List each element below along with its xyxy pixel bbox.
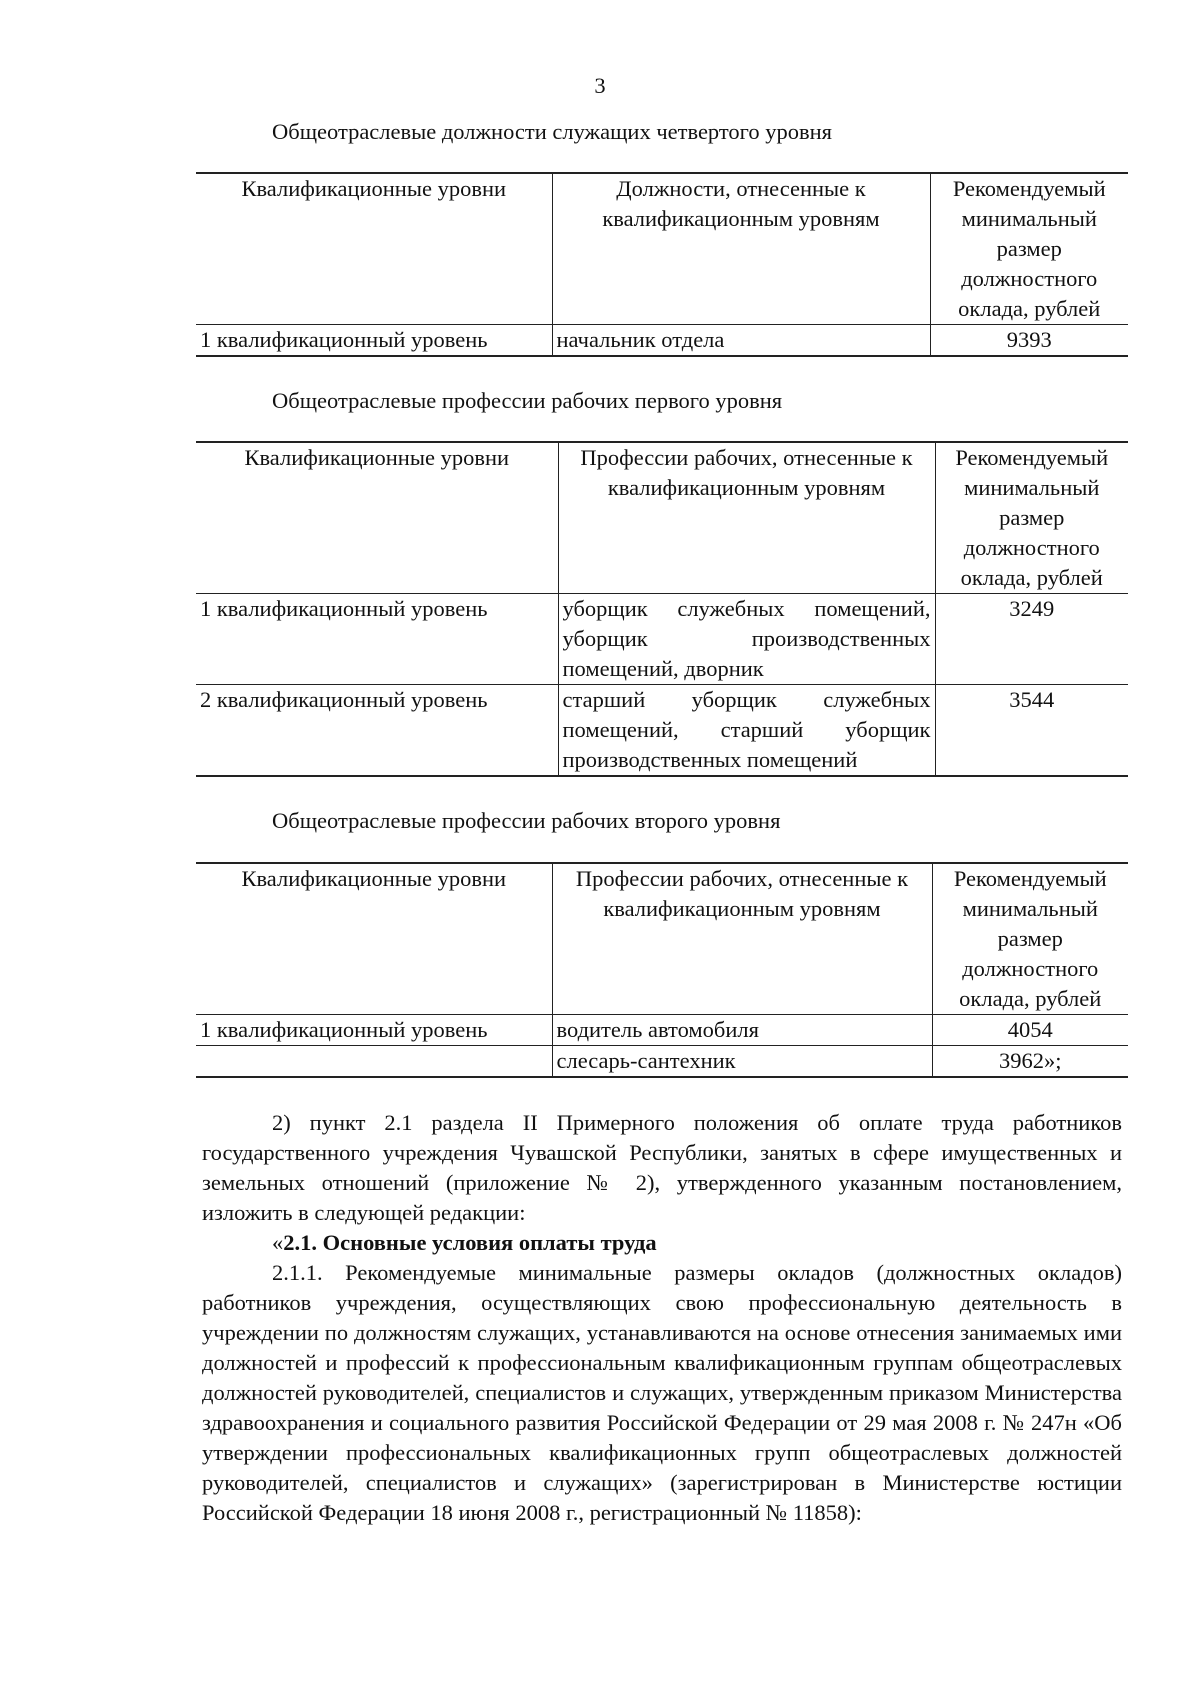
table1-row1-salary: 9393 <box>930 325 1128 357</box>
table2-row2-level: 2 квалификационный уровень <box>196 685 558 777</box>
heading-text: 2.1. Основные условия оплаты труда <box>283 1230 657 1255</box>
table3 <box>196 862 1128 1078</box>
table2-row2-salary: 3544 <box>935 685 1128 777</box>
table2-row1-position: уборщик служебных помещений, уборщик производственных помещений, дворник <box>558 594 935 685</box>
table2-title: Общеотраслевые профессии рабочих первого уровня <box>272 388 783 413</box>
table3-header-salary: Рекомендуемый минимальный размер должностного оклада, рублей <box>932 863 1128 1015</box>
table-row <box>196 325 1128 357</box>
table-row <box>196 1046 1128 1078</box>
table3-row2-level <box>196 1046 552 1078</box>
table2-row1-level: 1 квалификационный уровень <box>196 594 558 685</box>
table-row <box>196 594 1128 685</box>
table3-row1-salary: 4054 <box>932 1015 1128 1046</box>
table2-header-row <box>196 442 1128 594</box>
table1-header-row <box>196 173 1128 325</box>
table2-header-salary: Рекомендуемый минимальный размер должностного оклада, рублей <box>935 442 1128 594</box>
table3-title: Общеотраслевые профессии рабочих второго уровня <box>272 808 781 833</box>
table3-row2-position: слесарь-сантехник <box>552 1046 932 1078</box>
paragraph-2-1-1: 2.1.1. Рекомендуемые минимальные размеры окладов (должностных окладов) работников учреждения, осуществляющих свою профессиональную деятельность в учреждении по должностям служащих, устанавливаются на основе отнесения занимаемых ими должностей и профессий к профессиональным квалификационным группам общеотраслевых должностей руководителей, специалистов и служащих, утвержденным приказом Министерства здравоохранения и социального развития Российской Федерации от 29 мая 2008 г. № 247н «Об утверждении профессиональных квалификационных групп общеотраслевых должностей руководителей, специалистов и служащих» (зарегистрирован в Министерстве юстиции Российской Федерации 18 июня 2008 г., регистрационный № 11858): <box>202 1260 1122 1525</box>
table3-header-row <box>196 863 1128 1015</box>
table3-header-level: Квалификационные уровни <box>196 863 552 1015</box>
table3-row1-position: водитель автомобиля <box>552 1015 932 1046</box>
table1-row1-position: начальник отдела <box>552 325 930 357</box>
page-number: 3 <box>594 73 606 98</box>
table2-header-level: Квалификационные уровни <box>196 442 558 594</box>
table2-row1-salary: 3249 <box>935 594 1128 685</box>
table2-header-position: Профессии рабочих, отнесенные к квалификационным уровням <box>558 442 935 594</box>
table3-row2-salary: 3962»; <box>932 1046 1128 1078</box>
table2 <box>196 441 1128 777</box>
table3-row1-level: 1 квалификационный уровень <box>196 1015 552 1046</box>
section-heading <box>202 1228 1122 1258</box>
paragraph-amendment: 2) пункт 2.1 раздела II Примерного положения об оплате труда работников государственного учреждения Чувашской Республики, занятых в сфере имущественных и земельных отношений (приложение № 2), утвержденного указанным постановлением, изложить в следующей редакции: <box>202 1110 1122 1225</box>
table1 <box>196 172 1128 357</box>
table1-title: Общеотраслевые должности служащих четвертого уровня <box>272 119 832 144</box>
heading-quote: « <box>272 1230 284 1255</box>
body-text <box>202 1108 1122 1528</box>
table1-header-salary: Рекомендуемый минимальный размер должностного оклада, рублей <box>930 173 1128 325</box>
table1-row1-level: 1 квалификационный уровень <box>196 325 552 357</box>
table-row <box>196 685 1128 777</box>
table1-header-position: Должности, отнесенные к квалификационным уровням <box>552 173 930 325</box>
table2-row2-position: старший уборщик служебных помещений, старший уборщик производственных помещений <box>558 685 935 777</box>
table1-header-level: Квалификационные уровни <box>196 173 552 325</box>
table-row <box>196 1015 1128 1046</box>
table3-header-position: Профессии рабочих, отнесенные к квалификационным уровням <box>552 863 932 1015</box>
